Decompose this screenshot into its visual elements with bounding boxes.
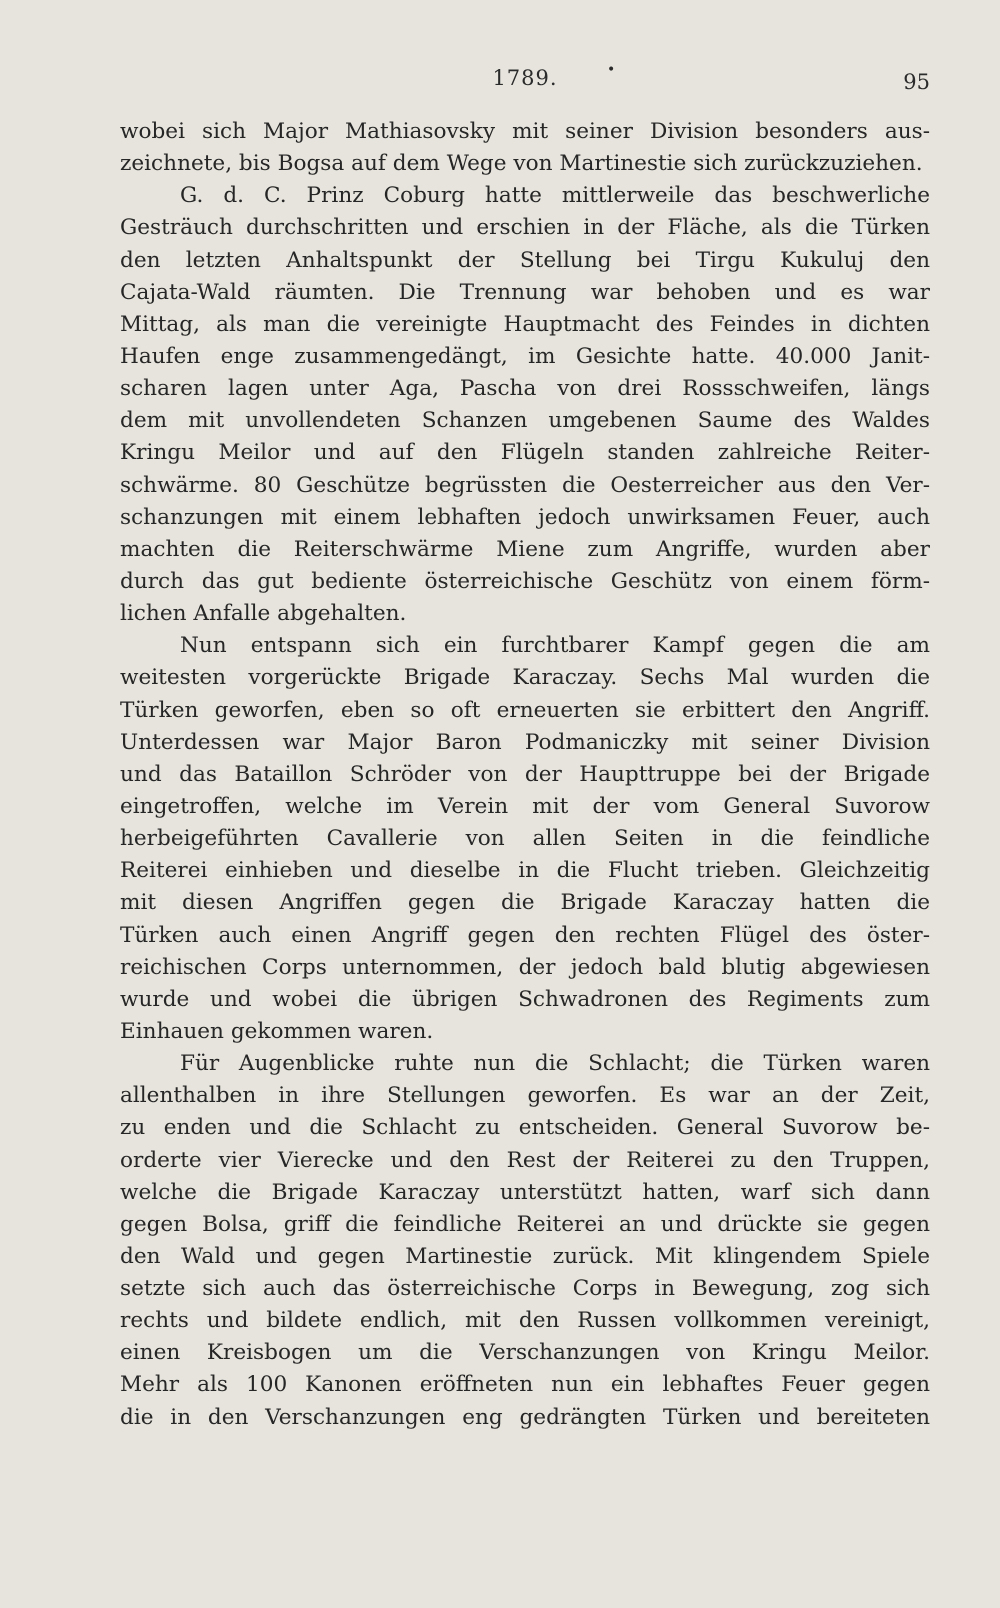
text-line: welche die Brigade Karaczay unterstützt hatten, warf sich dann (120, 1179, 930, 1205)
text-line: allenthalben in ihre Stellungen geworfen. Es war an der Zeit, (120, 1083, 930, 1109)
text-line: gegen Bolsa, griff die feindliche Reiterei an und drückte sie gegen (120, 1211, 930, 1237)
text-line: mit diesen Angriffen gegen die Brigade Karaczay hatten die (120, 890, 930, 916)
printer-mark: • (607, 62, 616, 78)
text-line: die in den Verschanzungen eng gedrängten Türken und bereiteten (120, 1404, 930, 1430)
text-line: wurde und wobei die übrigen Schwadronen des Regiments zum (120, 986, 930, 1012)
text-line: Türken auch einen Angriff gegen den rechten Flügel des öster- (120, 922, 930, 948)
text-line: Türken geworfen, eben so oft erneuerten sie erbittert den Angriff. (120, 697, 930, 723)
text-line: Unterdessen war Major Baron Podmaniczky mit seiner Division (120, 729, 930, 755)
text-line: zeichnete, bis Bogsa auf dem Wege von Martinestie sich zurückzuziehen. (120, 151, 923, 177)
text-line: zu enden und die Schlacht zu entscheiden. General Suvorow be- (120, 1115, 930, 1141)
text-line: herbeigeführten Cavallerie von allen Seiten in die feindliche (120, 826, 930, 852)
text-line: einen Kreisbogen um die Verschanzungen von Kringu Meilor. (120, 1340, 930, 1366)
running-head-year: 1789. (492, 66, 558, 90)
text-line: Reiterei einhieben und dieselbe in die Flucht trieben. Gleichzeitig (120, 858, 930, 884)
text-line: Für Augenblicke ruhte nun die Schlacht; die Türken waren (180, 1051, 930, 1077)
body-text (120, 116, 930, 1434)
text-line: machten die Reiterschwärme Miene zum Angriffe, wurden aber (120, 536, 930, 562)
text-line: Mehr als 100 Kanonen eröffneten nun ein lebhaftes Feuer gegen (120, 1372, 930, 1398)
text-line: rechts und bildete endlich, mit den Russen vollkommen vereinigt, (120, 1308, 930, 1334)
text-line: Haufen enge zusammengedängt, im Gesichte hatte. 40.000 Janit- (120, 343, 930, 369)
text-line: und das Bataillon Schröder von der Haupttruppe bei der Brigade (120, 761, 930, 787)
text-line: orderte vier Vierecke und den Rest der Reiterei zu den Truppen, (120, 1147, 930, 1173)
text-line: den Wald und gegen Martinestie zurück. Mit klingendem Spiele (120, 1243, 930, 1269)
text-line: Gesträuch durchschritten und erschien in der Fläche, als die Türken (120, 215, 930, 241)
text-line: setzte sich auch das österreichische Corps in Bewegung, zog sich (120, 1276, 930, 1302)
text-line: Mittag, als man die vereinigte Hauptmacht des Feindes in dichten (120, 311, 930, 337)
text-line: Einhauen gekommen waren. (120, 1018, 434, 1044)
text-line: wobei sich Major Mathiasovsky mit seiner Division besonders aus- (120, 119, 930, 144)
text-line: eingetroffen, welche im Verein mit der vom General Suvorow (120, 793, 930, 819)
page-number: 95 (903, 70, 930, 94)
text-line: Nun entspann sich ein furchtbarer Kampf gegen die am (180, 633, 930, 659)
text-line: den letzten Anhaltspunkt der Stellung bei Tirgu Kukuluj den (120, 247, 930, 273)
text-line: Kringu Meilor und auf den Flügeln standen zahlreiche Reiter- (120, 440, 930, 466)
text-line: G. d. C. Prinz Coburg hatte mittlerweile das beschwerliche (180, 183, 930, 209)
text-line: lichen Anfalle abgehalten. (120, 601, 407, 627)
text-line: schwärme. 80 Geschütze begrüssten die Oesterreicher aus den Ver- (120, 472, 930, 498)
text-line: weitesten vorgerückte Brigade Karaczay. Sechs Mal wurden die (120, 665, 930, 691)
text-line: Cajata-Wald räumten. Die Trennung war behoben und es war (120, 279, 930, 305)
page-header (120, 62, 930, 96)
text-line: reichischen Corps unternommen, der jedoch bald blutig abgewiesen (120, 954, 930, 980)
text-line: durch das gut bediente österreichische Geschütz von einem förm- (120, 568, 930, 594)
text-line: schanzungen mit einem lebhaften jedoch unwirksamen Feuer, auch (120, 504, 930, 530)
text-line: dem mit unvollendeten Schanzen umgebenen Saume des Waldes (120, 408, 930, 434)
text-line: scharen lagen unter Aga, Pascha von drei Rossschweifen, längs (120, 376, 930, 402)
